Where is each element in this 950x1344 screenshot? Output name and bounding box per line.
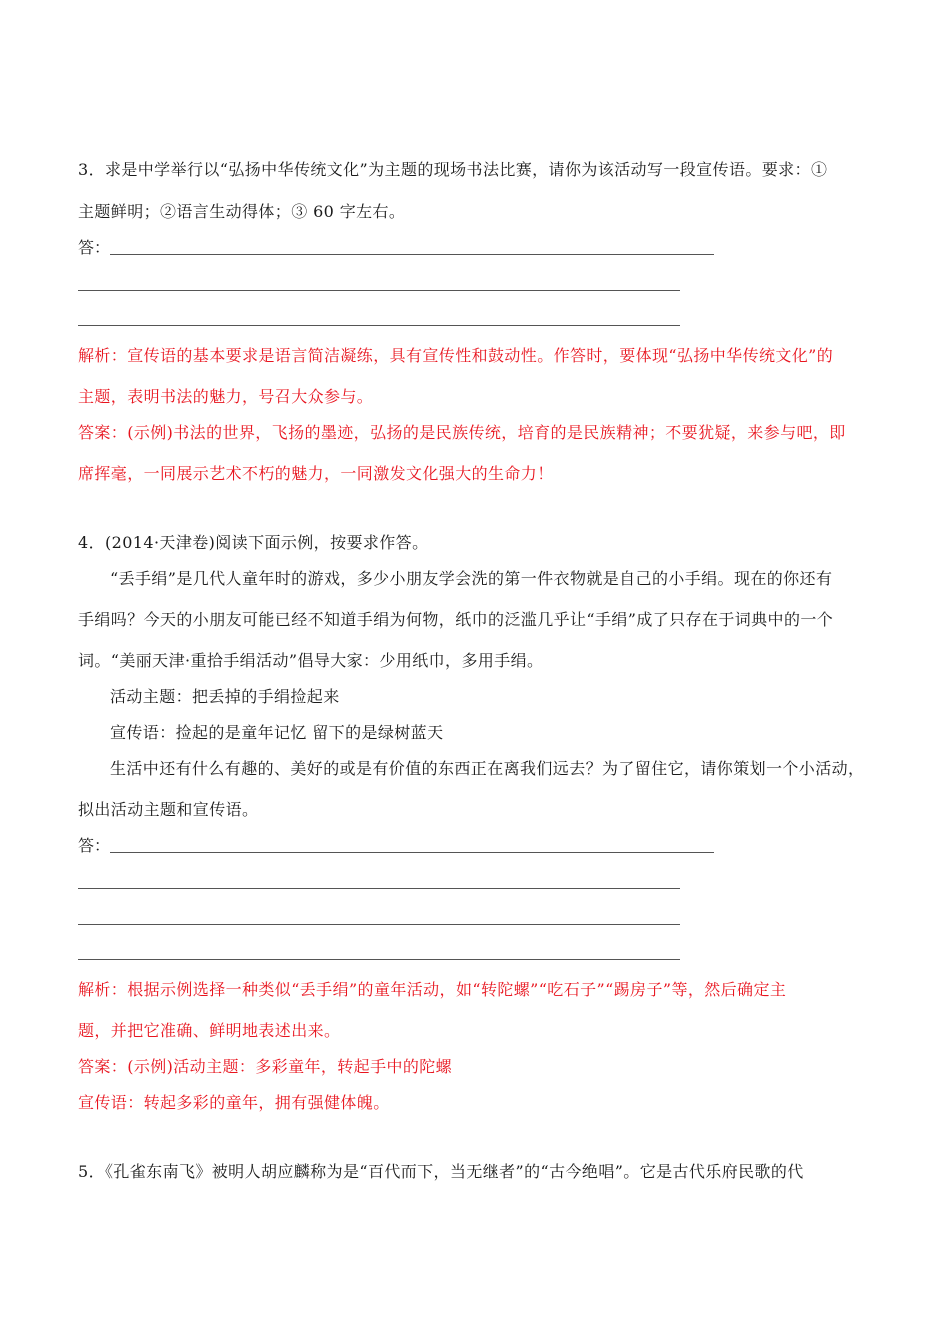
q4-passage-line-2: 手绢吗？今天的小朋友可能已经不知道手绢为何物，纸巾的泛滥几乎让“手绢”成了只存在于词典中的一个 [78, 610, 834, 629]
q3-answer-label: 答： [78, 238, 111, 257]
q4-task-line-2: 拟出活动主题和宣传语。 [78, 800, 259, 819]
q3-answer-line-1[interactable] [110, 254, 714, 255]
q3-answer-line-3[interactable] [78, 325, 680, 326]
q4-answer-line-4[interactable] [78, 959, 680, 960]
q4-example-theme: 活动主题：把丢掉的手绢捡起来 [110, 687, 340, 706]
q4-task-line-1: 生活中还有什么有趣的、美好的或是有价值的东西正在离我们远去？为了留住它，请你策划一个小活动， [110, 759, 865, 778]
q3-stem-line-2: 主题鲜明；②语言生动得体；③ 60 字左右。 [78, 202, 406, 221]
q5-stem-line-1: 5．《孔雀东南飞》被明人胡应麟称为是“百代而下，当无继者”的“古今绝唱”。它是古代乐府民歌的代 [78, 1162, 804, 1181]
q4-analysis-line-2: 题，并把它准确、鲜明地表述出来。 [78, 1021, 341, 1040]
q4-key-line-1: 答案：(示例)活动主题：多彩童年，转起手中的陀螺 [78, 1057, 453, 1076]
q3-key-line-2: 席挥毫，一同展示艺术不朽的魅力，一同激发文化强大的生命力！ [78, 464, 554, 483]
q4-stem-line-1: 4．(2014·天津卷)阅读下面示例，按要求作答。 [78, 533, 429, 552]
q4-example-slogan: 宣传语：捡起的是童年记忆 留下的是绿树蓝天 [110, 723, 444, 742]
q4-passage-line-3: 词。“美丽天津·重拾手绢活动”倡导大家：少用纸巾，多用手绢。 [78, 651, 544, 670]
q4-analysis-line-1: 解析：根据示例选择一种类似“丢手绢”的童年活动，如“转陀螺”“吃石子”“踢房子”等，然后确定主 [78, 980, 787, 999]
q4-answer-label: 答： [78, 836, 111, 855]
q4-answer-line-3[interactable] [78, 924, 680, 925]
q3-stem-line-1: 3．求是中学举行以“弘扬中华传统文化”为主题的现场书法比赛，请你为该活动写一段宣传语。要求：① [78, 160, 828, 179]
q4-key-line-2: 宣传语：转起多彩的童年，拥有强健体魄。 [78, 1093, 390, 1112]
q3-analysis-line-1: 解析：宣传语的基本要求是语言简洁凝练，具有宣传性和鼓动性。作答时，要体现“弘扬中华传统文化”的 [78, 346, 834, 365]
q3-answer-line-2[interactable] [78, 290, 680, 291]
q4-answer-line-2[interactable] [78, 888, 680, 889]
q3-key-line-1: 答案：(示例)书法的世界，飞扬的墨迹，弘扬的是民族传统，培育的是民族精神；不要犹疑，来参与吧，即 [78, 423, 846, 442]
q3-analysis-line-2: 主题，表明书法的魅力，号召大众参与。 [78, 387, 374, 406]
q4-passage-line-1: “丢手绢”是几代人童年时的游戏，多少小朋友学会洗的第一件衣物就是自己的小手绢。现在的你还有 [110, 569, 833, 588]
q4-answer-line-1[interactable] [110, 852, 714, 853]
